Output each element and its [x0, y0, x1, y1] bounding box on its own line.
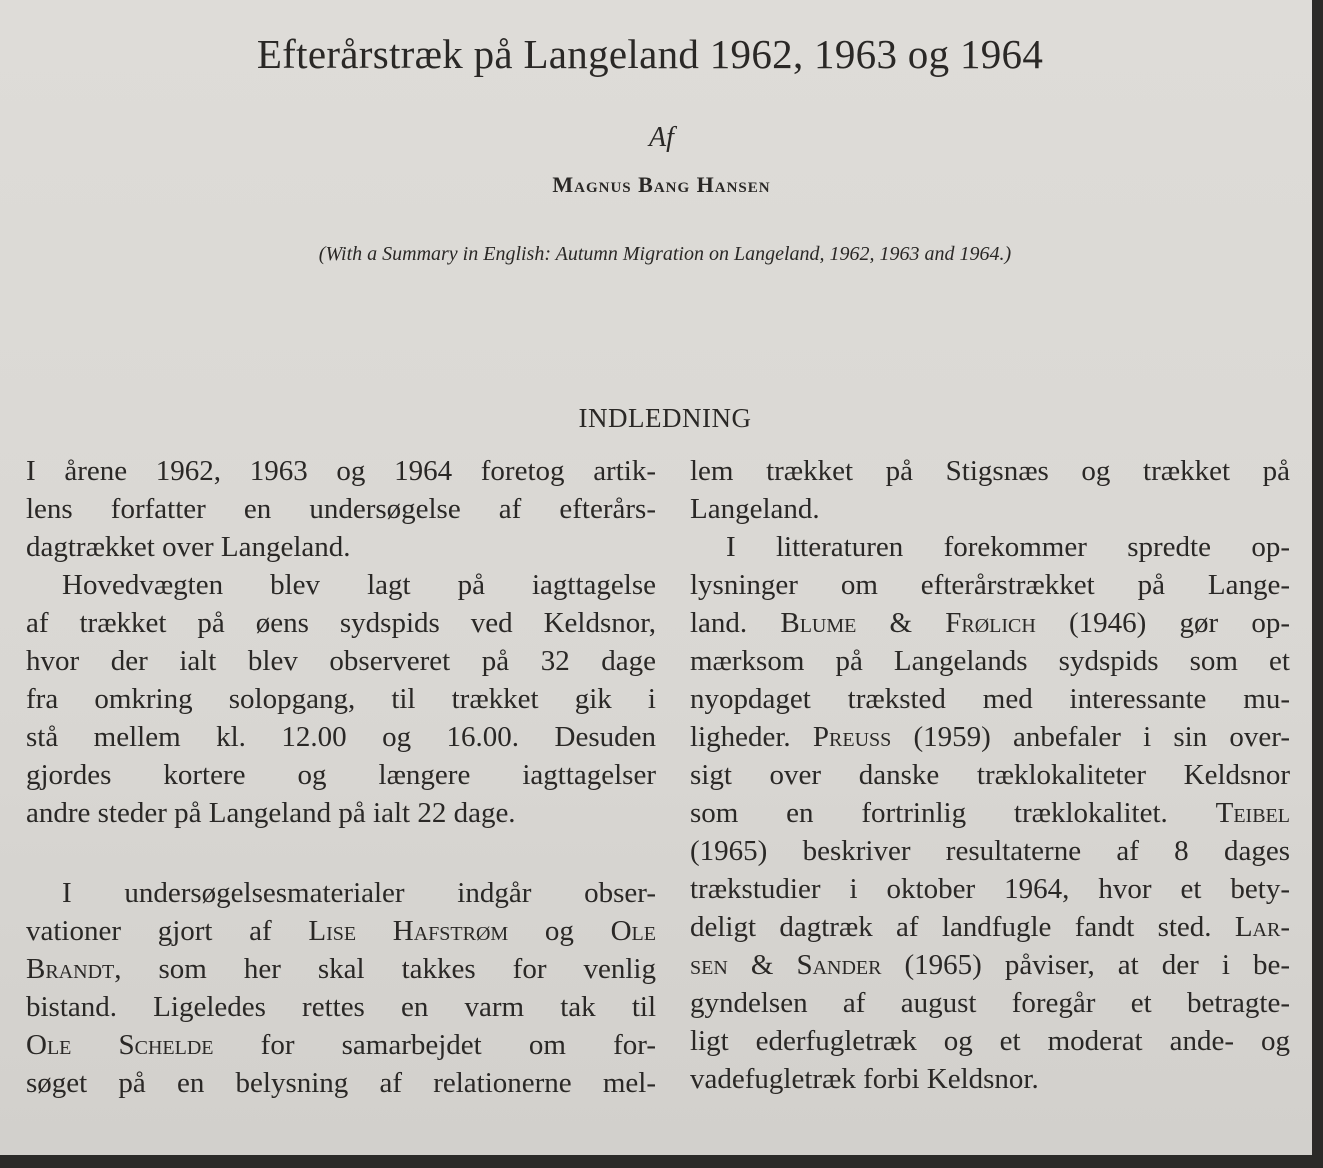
text-line [690, 718, 1290, 756]
text-line [690, 604, 1290, 642]
text-segment: som en fortrinlig træklokalitet. [690, 797, 1216, 829]
summary-note: (With a Summary in English: Autumn Migration on Langeland, 1962, 1963 and 1964.) [318, 243, 1012, 265]
text-segment: fra omkring solopgang, til trækket gik i [26, 683, 656, 715]
text-line [690, 680, 1290, 718]
author-name-smallcaps: Blume & Frølich [780, 607, 1036, 639]
text-segment: af trækket på øens sydspids ved Keldsnor, [26, 607, 656, 639]
text-segment: Hovedvægten blev lagt på iagttagelse [62, 569, 656, 601]
byline: Af [649, 122, 674, 153]
text-segment: gyndelsen af august foregår et betragte- [690, 987, 1290, 1019]
left-column [26, 452, 656, 1102]
text-line [26, 1064, 656, 1102]
text-segment: lem trækket på Stigsnæs og trækket på [690, 455, 1290, 487]
text-line [26, 566, 656, 604]
text-segment: I undersøgelsesmaterialer indgår obser- [62, 877, 656, 909]
author-name-smallcaps: Ole [610, 915, 656, 947]
text-line [690, 642, 1290, 680]
text-line [690, 756, 1290, 794]
text-segment: og [508, 915, 611, 947]
text-line [26, 642, 656, 680]
text-segment: vationer gjort af [26, 915, 309, 947]
text-line [26, 794, 656, 832]
text-segment: lysninger om efterårstrækket på Lange- [690, 569, 1290, 601]
text-line [690, 946, 1290, 984]
section-heading: INDLEDNING [578, 403, 752, 433]
text-line [26, 912, 656, 950]
text-line [26, 490, 656, 528]
text-segment: sigt over danske træklokaliteter Keldsnor [690, 759, 1290, 791]
text-segment: nyopdaget træksted med interessante mu- [690, 683, 1290, 715]
text-line [690, 490, 1290, 528]
author-name-smallcaps: Lar- [1234, 911, 1290, 943]
text-segment: mærksom på Langelands sydspids som et [690, 645, 1290, 677]
text-segment: gjordes kortere og længere iagttagelser [26, 759, 656, 791]
text-line [26, 604, 656, 642]
text-segment: vadefugletræk forbi Keldsnor. [690, 1063, 1039, 1095]
author-name: Magnus Bang Hansen [552, 172, 771, 197]
text-line [690, 566, 1290, 604]
text-line [26, 874, 656, 912]
text-line [690, 1060, 1290, 1098]
text-segment: andre steder på Langeland på ialt 22 dage. [26, 797, 516, 829]
text-line [26, 680, 656, 718]
author-name-smallcaps: Brandt [26, 953, 115, 985]
text-line [690, 528, 1290, 566]
article-title: Efterårstræk på Langeland 1962, 1963 og 1964 [256, 31, 1044, 77]
text-segment: , som her skal takkes for venlig [114, 953, 656, 985]
author-name-smallcaps: Lise Hafstrøm [308, 915, 509, 947]
text-line [690, 984, 1290, 1022]
text-segment: deligt dagtræk af landfugle fandt sted. [690, 911, 1235, 943]
text-line [26, 988, 656, 1026]
text-segment: ligheder. [690, 721, 813, 753]
author-name-smallcaps: Preuss [812, 721, 892, 753]
text-line [26, 718, 656, 756]
text-segment: I litteraturen forekommer spredte op- [726, 531, 1290, 563]
text-line [690, 870, 1290, 908]
text-line [26, 756, 656, 794]
text-segment: Langeland. [690, 493, 820, 525]
text-segment: land. [690, 607, 781, 639]
text-segment: stå mellem kl. 12.00 og 16.00. Desuden [26, 721, 656, 753]
text-segment: (1965) påviser, at der i be- [881, 949, 1290, 981]
text-segment: I årene 1962, 1963 og 1964 foretog artik- [26, 455, 656, 487]
text-segment: (1965) beskriver resultaterne af 8 dages [690, 835, 1290, 867]
text-line [690, 832, 1290, 870]
text-segment: (1946) gør op- [1035, 607, 1290, 639]
right-column [690, 452, 1290, 1098]
text-segment: for samarbejdet om for- [213, 1029, 656, 1061]
text-line [690, 452, 1290, 490]
text-segment: hvor der ialt blev observeret på 32 dage [26, 645, 656, 677]
text-line [690, 1022, 1290, 1060]
author-name-smallcaps: Ole Schelde [26, 1029, 214, 1061]
text-line [26, 1026, 656, 1064]
text-line [26, 452, 656, 490]
text-segment: lens forfatter en undersøgelse af efterårs- [26, 493, 656, 525]
text-segment: ligt ederfugletræk og et moderat ande- og [690, 1025, 1290, 1057]
text-line [26, 950, 656, 988]
author-name-smallcaps: Teibel [1215, 797, 1290, 829]
author-name-smallcaps: sen & Sander [690, 949, 882, 981]
text-segment: bistand. Ligeledes rettes en varm tak til [26, 991, 656, 1023]
text-line [690, 908, 1290, 946]
text-line [26, 528, 656, 566]
text-line [690, 794, 1290, 832]
text-segment: søget på en belysning af relationerne mel- [26, 1067, 656, 1099]
text-segment: dagtrækket over Langeland. [26, 531, 351, 563]
text-segment: trækstudier i oktober 1964, hvor et bety- [690, 873, 1290, 905]
text-segment: (1959) anbefaler i sin over- [891, 721, 1290, 753]
